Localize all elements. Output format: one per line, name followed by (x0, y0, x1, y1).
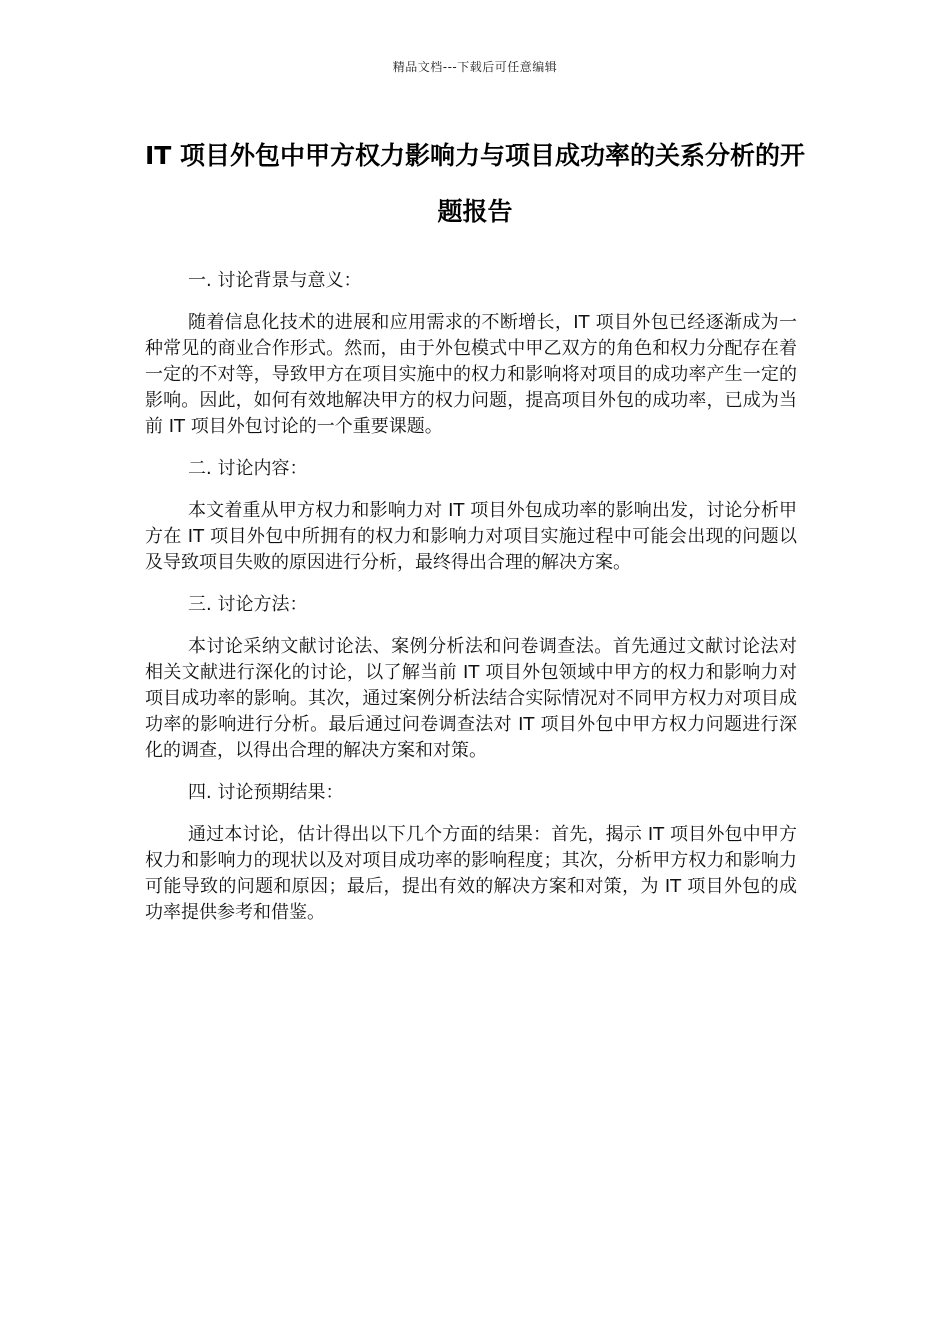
section-paragraph-expected-results: 通过本讨论，估计得出以下几个方面的结果：首先，揭示 IT 项目外包中甲方权力和影响力的现状以及对项目成功率的影响程度；其次，分析甲方权力和影响力可能导致的问题和原因；最后，提出有效的解决方案和对策，为 IT 项目外包的成功率提供参考和借鉴。 (145, 824, 797, 923)
section-paragraph-method: 本讨论采纳文献讨论法、案例分析法和问卷调查法。首先通过文献讨论法对相关文献进行深化的讨论，以了解当前 IT 项目外包领域中甲方的权力和影响力对项目成功率的影响。其次，通过案例分析法结合实际情况对不同甲方权力对项目成功率的影响进行分析。最后通过问卷调查法对 IT 项目外包中甲方权力问题进行深化的调查，以得出合理的解决方案和对策。 (145, 636, 797, 761)
section-paragraph-content: 本文着重从甲方权力和影响力对 IT 项目外包成功率的影响出发，讨论分析甲方在 IT 项目外包中所拥有的权力和影响力对项目实施过程中可能会出现的问题以及导致项目失败的原因进行分析，最终得出合理的解决方案。 (145, 500, 797, 573)
section-heading-content: 二. 讨论内容： (188, 458, 308, 479)
section-paragraph-background: 随着信息化技术的进展和应用需求的不断增长，IT 项目外包已经逐渐成为一种常见的商业合作形式。然而，由于外包模式中甲乙双方的角色和权力分配存在着一定的不对等，导致甲方在项目实施中的权力和影响将对项目的成功率产生一定的影响。因此，如何有效地解决甲方的权力问题，提高项目外包的成功率，已成为当前 IT 项目外包讨论的一个重要课题。 (145, 312, 797, 437)
section-heading-method: 三. 讨论方法： (188, 594, 308, 615)
section-heading-expected-results: 四. 讨论预期结果： (188, 782, 344, 803)
section-heading-background: 一. 讨论背景与意义： (188, 270, 362, 291)
document-title: IT 项目外包中甲方权力影响力与项目成功率的关系分析的开题报告 (144, 141, 806, 226)
header-note: 精品文档---下载后可任意编辑 (392, 60, 558, 74)
document-body (145, 268, 797, 942)
